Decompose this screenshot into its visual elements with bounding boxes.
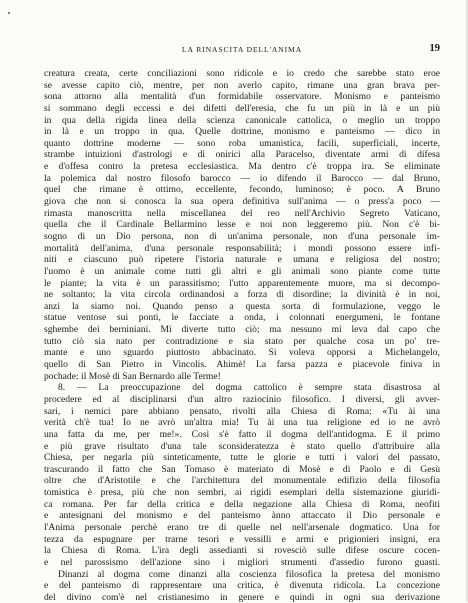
text-line: in qua della rigida linea della scienza canonicale cattolica, o meglio un troppo	[44, 114, 440, 126]
text-line: pochade: il Mosè di San Bernardo alle Terme!	[44, 370, 221, 382]
text-line: Chiesa, per negarla più sinteticamente, tutte le glorie e tutti i valori del passato,	[44, 452, 440, 464]
text-line: se avesse capito ciò, mentre, per non averlo capito, rimane una gran brava per-	[44, 79, 440, 91]
text-line: oltre che d'Aristotile e che l'architettura del monumentale edifizio della filosofia	[44, 475, 440, 487]
text-line: e d'offesa contro la pretesa ecclesiastica. Ma dentro c'è troppa ira. Se eliminate	[44, 161, 440, 173]
text-line: sari, i nemici pare abbiano pensato, rivolti alla Chiesa di Roma: «Tu ài una	[44, 405, 440, 417]
text-line: trascurando il fatto che San Tomaso è materiato di Mosè e di Paolo e di Gesù	[44, 463, 440, 475]
page-number: 19	[429, 43, 440, 54]
text-line: mante e uno sguardo piuttosto abbacinato. Si voleva opporsi a Michelangelo,	[44, 347, 440, 359]
text-line: verità ch'è tua! Io ne avrò un'altra mia! Tu ài una tua religione ed io ne avrò	[44, 417, 440, 429]
text-line: strambe intuizioni d'astrologi e di onirici alla Paracelso, diventate armi di difesa	[44, 149, 440, 161]
text-line: sona attorno alla mentalità d'un formidabile osservatore. Monismo e panteismo	[44, 91, 440, 103]
text-line: si sommano degli eccessi e dei difetti dell'eresia, che fu un più in là e un più	[44, 102, 440, 114]
text-line: la polemica dal nostro filosofo barocco — io difendo il Barocco — dal Bruno,	[44, 172, 440, 184]
margin-mark	[8, 12, 10, 14]
text-line: sogno di un Dio persona, non di un'anima personale, non d'una personale im-	[44, 230, 440, 242]
text-line: niti e ciascuno può ripetere l'istoria naturale e umana e religiosa del nostro;	[44, 254, 440, 266]
running-header	[44, 43, 440, 57]
text-line: statue ventose sui ponti, le facciate a onda, i colonnati energumeni, le fontane	[44, 312, 440, 324]
text-line: anzi la siamo noi. Quando penso a questa sorta di formulazione, veggo le	[44, 300, 440, 312]
text-line: 8. — La preoccupazione del dogma cattolico è sempre stata disastrosa al	[58, 382, 440, 394]
text-line: l'Anima personale perchè erano tre di quelle nel nell'arsenale dogmatico. Una for	[44, 521, 440, 533]
text-line: tutto ciò sia nato per contradizione e sia stato per qualche cosa un po' tre-	[44, 335, 440, 347]
text-line: quella che il Cardinale Bellarmino lesse e noi non leggeremo più. Non c'è bi-	[44, 219, 440, 231]
text-line: tezza da espugnare per trarne tesori e vessilli e armi e prigionieri insigni, era	[44, 533, 440, 545]
text-line: Dinanzi al dogma come dinanzi alla coscienza filosofica la pretesa del monismo	[58, 568, 440, 580]
text-line: procedere ed al disciplinarsi d'un altro raziocinio filosofico. I diversi, gli avver-	[44, 393, 440, 405]
text-line: tomistica è presa, più che non sembri, ai rigidi esemplari della sistemazione giuridi-	[44, 487, 440, 499]
text-line: una fatta da me, per me!». Così s'è fatto il dogma dell'antidogma. E il primo	[44, 428, 440, 440]
body-text	[44, 68, 440, 603]
text-line: giova che non si conosca la sua opera definitiva sull'anima — o press'a poco —	[44, 196, 440, 208]
text-line: e nel parossismo dell'azione sino i migliori strumenti d'assedio furono guasti.	[44, 556, 440, 568]
text-line: rimasta manoscritta nella miscellanea del reo nell'Archivio Segreto Vaticano,	[44, 207, 440, 219]
running-title: LA RINASCITA DELL'ANIMA	[181, 45, 303, 54]
text-line: e più grave risultato d'una tale sconsideratezza è stato quello d'attribuire alla	[44, 440, 440, 452]
text-line: la Chiesa di Roma. L'ira degli assedianti si rovesciò sulle difese oscure cocen-	[44, 545, 440, 557]
text-line: creatura creata, certe conciliazioni sono ridicole e io credo che sarebbe stato eroe	[44, 68, 440, 79]
text-line: sghembe dei berniniani. Mi diverte tutto ciò; ma nessuno mi leva dal capo che	[44, 324, 440, 336]
text-line: del divino com'è nel cristianesimo in genere e quindi in ogni sua derivazione	[44, 591, 440, 603]
text-line: le piante; la vita è un parassitismo; l'utto apparentemente muore, ma si decompo-	[44, 277, 440, 289]
text-line: l'uomo è un animale come tutti gli altri e gli animali sono piante come tutte	[44, 265, 440, 277]
text-line: mortalità dell'anima, d'una personale responsabilità; i mondi possono essere infi-	[44, 242, 440, 254]
text-line: quanto dottrine moderne — sono roba umanistica, facili, superficiali, incerte,	[44, 137, 440, 149]
text-line: ca romana. Per far della critica e della negazione alla Chiesa di Roma, neofiti	[44, 498, 440, 510]
text-line: e del panteismo di rappresentare una critica, è divenuta ridicola. La concezione	[44, 580, 440, 592]
text-line: e antesignani del monismo e del panteismo ànno attaccato il Dio personale e	[44, 510, 440, 522]
text-line: in là e un troppo in qua. Quelle dottrine, monismo e panteismo — dico in	[44, 126, 440, 138]
text-line: ne soltanto; la vita circola ordinandosi a forza di disordine; la divinità è in noi,	[44, 289, 440, 301]
text-line: quel che rimane è ottimo, eccellente, fecondo, luminoso; è poco. A Bruno	[44, 184, 440, 196]
text-line: quello di San Pietro in Vincolis. Ahimè! La farsa pazza e piacevole finiva in	[44, 359, 440, 371]
